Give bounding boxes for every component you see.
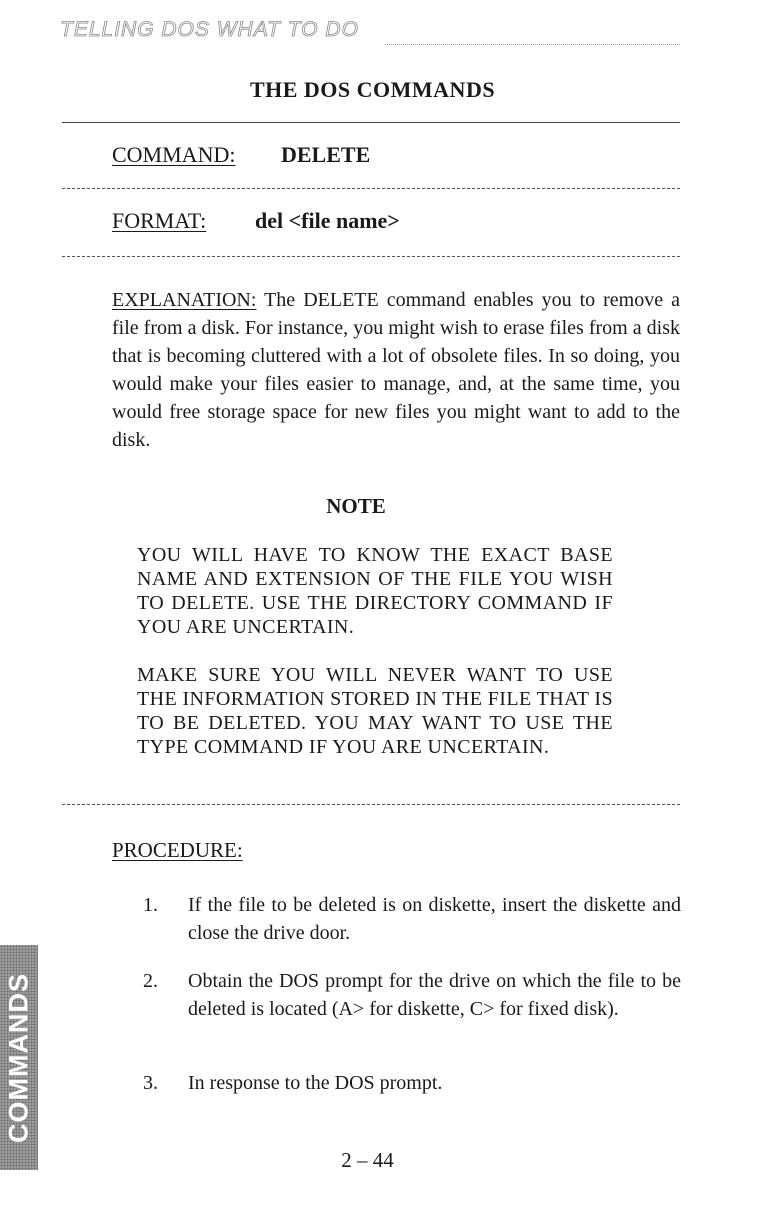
- procedure-step: [143, 967, 681, 1023]
- side-tab-label: COMMANDS: [3, 972, 34, 1143]
- step-number: 3.: [143, 1072, 158, 1094]
- note-paragraph-1: YOU WILL HAVE TO KNOW THE EXACT BASE NAME AND EXTENSION OF THE FILE YOU WISH TO DELETE. USE THE DIRECTORY COMMAND IF YOU ARE UNCERTAIN.: [137, 544, 613, 638]
- step-number: 2.: [143, 970, 158, 992]
- command-value: DELETE: [281, 142, 371, 167]
- step-text: Obtain the DOS prompt for the drive on which the file to be deleted is located (A> for diskette, C> for fixed disk).: [188, 970, 681, 1020]
- section-title: THE DOS COMMANDS: [249, 77, 496, 102]
- divider-format: [62, 256, 680, 257]
- running-header-title: TELLING DOS WHAT TO DO: [60, 18, 359, 41]
- command-label: COMMAND:: [112, 142, 236, 167]
- format-label: FORMAT:: [112, 208, 207, 233]
- explanation-text: The DELETE command enables you to remove a file from a disk. For instance, you might wish to erase files from a disk that is becoming cluttered with a lot of obsolete files. In so doing, you would make your files easier to manage, and, at the same time, you would free storage space for new files you might want to add to the disk.: [112, 289, 680, 451]
- procedure-step: [143, 1069, 681, 1097]
- procedure-label: PROCEDURE:: [112, 838, 243, 862]
- procedure-step: [143, 891, 681, 947]
- step-number: 1.: [143, 894, 158, 916]
- header-divider: [385, 44, 680, 45]
- note-title: NOTE: [326, 494, 386, 518]
- page-number: 2 – 44: [341, 1148, 394, 1172]
- divider-note: [62, 804, 680, 805]
- divider-top: [62, 122, 680, 123]
- section-side-tab: [0, 945, 38, 1170]
- note-paragraph-2: MAKE SURE YOU WILL NEVER WANT TO USE THE INFORMATION STORED IN THE FILE THAT IS TO BE DELETED. YOU MAY WANT TO USE THE TYPE COMMAND IF YOU ARE UNCERTAIN.: [137, 664, 613, 758]
- step-text: If the file to be deleted is on diskette, insert the diskette and close the drive door.: [188, 894, 681, 944]
- explanation-paragraph: [112, 286, 680, 454]
- format-value: del <file name>: [255, 208, 400, 233]
- explanation-label: EXPLANATION:: [112, 289, 257, 311]
- step-text: In response to the DOS prompt.: [188, 1072, 443, 1094]
- divider-command: [62, 188, 680, 189]
